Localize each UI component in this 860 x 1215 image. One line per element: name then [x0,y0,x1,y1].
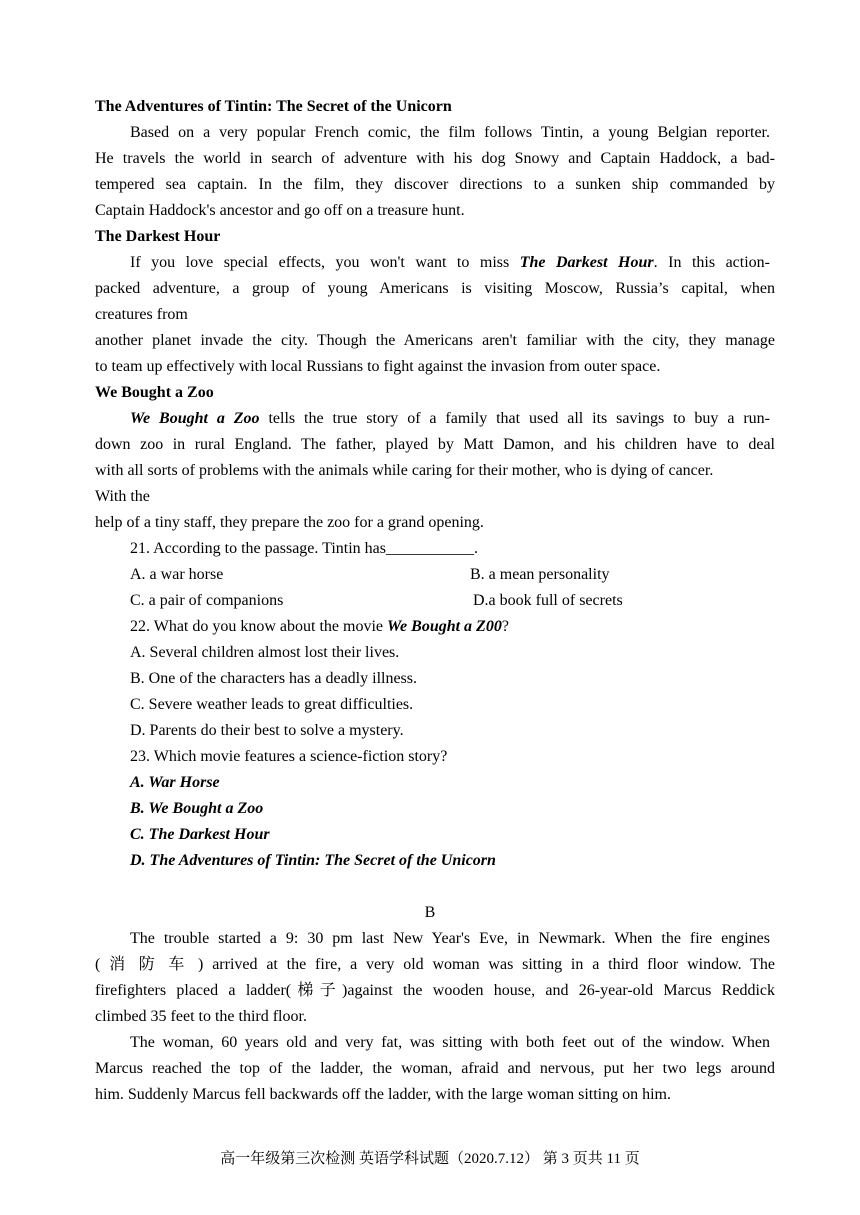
question-23-option-b: B. We Bought a Zoo [130,800,264,817]
section-title-darkest-hour: The Darkest Hour [95,228,221,245]
paragraph-line: firefighters placed a ladder(梯子)against the wooden house, and 26-year-old Marcus Reddick [95,982,775,999]
paragraph-line: If you love special effects, you won't want to miss The Darkest Hour. In this action- [130,254,771,271]
question-23-option-c: C. The Darkest Hour [130,826,270,843]
question-22-option-a: A. Several children almost lost their lives. [130,644,400,661]
paragraph-line: We Bought a Zoo tells the true story of a family that used all its savings to buy a run- [130,410,771,427]
question-23-stem: 23. Which movie features a science-fiction story? [130,748,448,765]
question-23-option-a: A. War Horse [130,774,220,791]
part-b-heading: B [424,904,436,921]
question-21-options-row-2 [130,588,770,614]
paragraph-line: He travels the world in search of adventure with his dog Snowy and Captain Haddock, a bad- [95,150,775,167]
paragraph-line: With the [95,488,150,505]
question-22-option-b: B. One of the characters has a deadly illness. [130,670,418,687]
paragraph-line: to team up effectively with local Russians to fight against the invasion from outer space. [95,358,661,375]
paragraph-line: Based on a very popular French comic, the film follows Tintin, a young Belgian reporter. [130,124,770,141]
option-d: D.a book full of secrets [473,592,623,609]
paragraph-line: him. Suddenly Marcus fell backwards off the ladder, with the large woman sitting on him. [95,1086,671,1103]
movie-title-emphasis: We Bought a Zoo [130,410,260,427]
section-title-zoo: We Bought a Zoo [95,384,214,401]
paragraph-line: down zoo in rural England. The father, played by Matt Damon, and his children have to deal [95,436,775,453]
paragraph-line: The trouble started a 9: 30 pm last New Year's Eve, in Newmark. When the fire engines [130,930,770,947]
paragraph-line: packed adventure, a group of young Americans is visiting Moscow, Russia’s capital, when [95,280,775,297]
paragraph-line: with all sorts of problems with the animals while caring for their mother, who is dying of cancer. [95,462,714,479]
paragraph-line: Marcus reached the top of the ladder, the woman, afraid and nervous, put her two legs around [95,1060,775,1077]
question-22-option-c: C. Severe weather leads to great difficulties. [130,696,414,713]
paragraph-line: help of a tiny staff, they prepare the zoo for a grand opening. [95,514,484,531]
movie-title-emphasis: The Darkest Hour [519,254,654,271]
paragraph-line: another planet invade the city. Though the Americans aren't familiar with the city, they manage [95,332,775,349]
section-title-tintin: The Adventures of Tintin: The Secret of the Unicorn [95,98,452,115]
question-21-stem: 21. According to the passage. Tintin has___________. [130,540,478,557]
question-22-stem: 22. What do you know about the movie We Bought a Z00? [130,618,509,635]
question-23-option-d: D. The Adventures of Tintin: The Secret of the Unicorn [130,852,496,869]
paragraph-line: ( 消 防 车 ) arrived at the fire, a very old woman was sitting in a third floor window. The [95,956,775,973]
paragraph-line: climbed 35 feet to the third floor. [95,1008,307,1025]
option-a: A. a war horse [130,566,224,583]
option-b: B. a mean personality [470,566,610,583]
question-21-options-row-1 [130,562,770,588]
option-c: C. a pair of companions [130,592,284,609]
question-22-option-d: D. Parents do their best to solve a mystery. [130,722,404,739]
page-footer: 高一年级第三次检测 英语学科试题（2020.7.12） 第 3 页共 11 页 [220,1151,640,1167]
paragraph-line: tempered sea captain. In the film, they discover directions to a sunken ship commanded by [95,176,775,193]
paragraph-line: creatures from [95,306,188,323]
paragraph-line: The woman, 60 years old and very fat, was sitting with both feet out of the window. When [130,1034,770,1051]
paragraph-line: Captain Haddock's ancestor and go off on a treasure hunt. [95,202,465,219]
